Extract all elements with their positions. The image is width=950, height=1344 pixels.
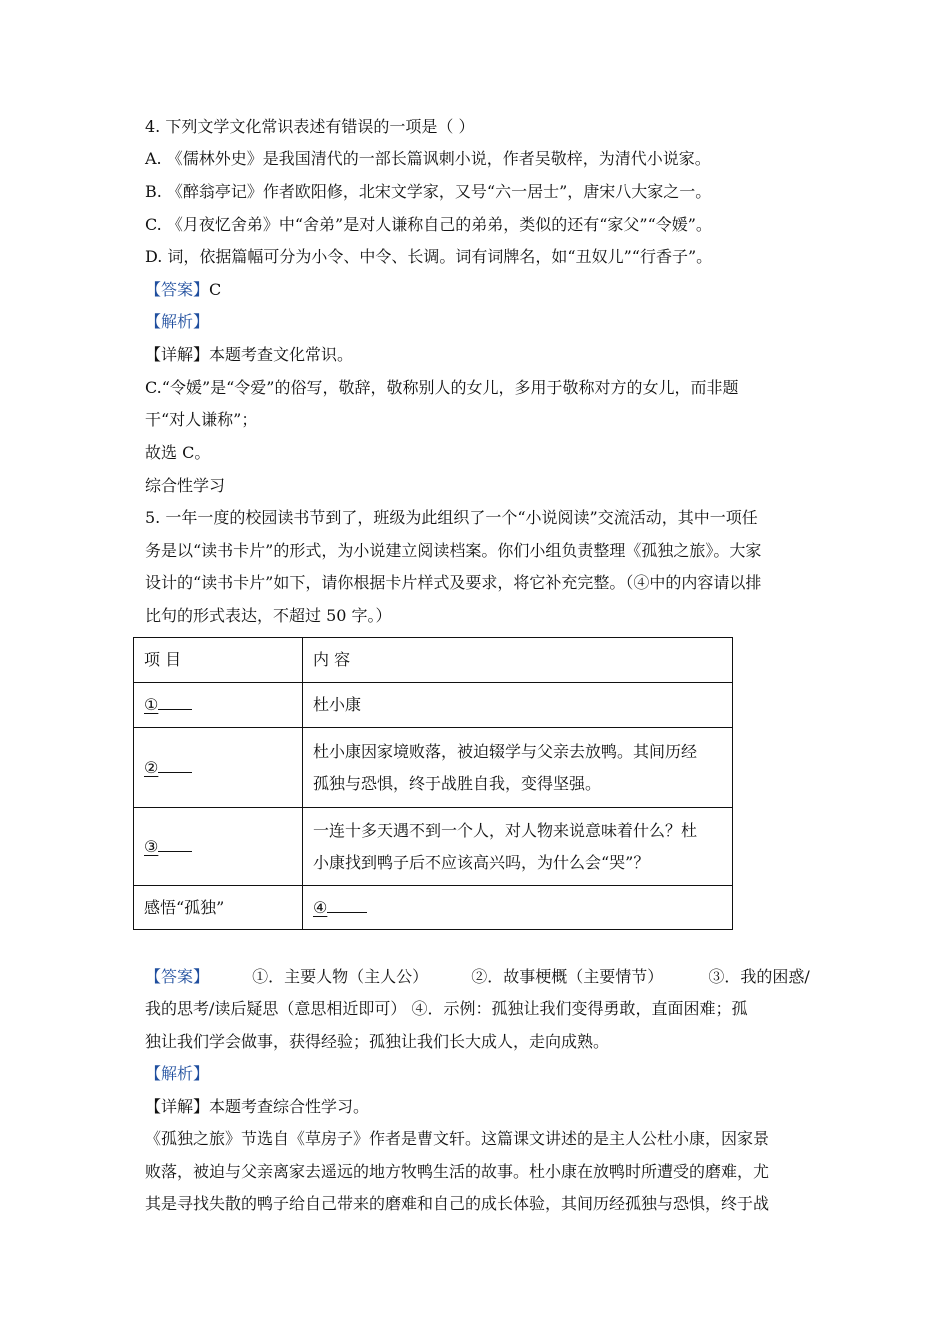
row-item-4: 感悟“孤独” xyxy=(134,886,303,930)
answer-blank-2[interactable] xyxy=(158,758,192,773)
row-content-3: 一连十多天遇不到一个人，对人物来说意味着什么？杜 小康找到鸭子后不应该高兴吗，为什么会“哭”？ xyxy=(303,808,733,886)
answer-blank-4[interactable] xyxy=(327,898,367,913)
q4-conclusion: 故选 C。 xyxy=(145,443,211,462)
header-content: 内 容 xyxy=(303,638,733,683)
q5-stem-line1: 5. 一年一度的校园读书节到了，班级为此组织了一个“小说阅读”交流活动，其中一项任 xyxy=(145,508,758,527)
table-row xyxy=(134,728,733,808)
row-content-4 xyxy=(303,886,733,930)
answer-tag: 【答案】 xyxy=(145,967,210,986)
answer-blank-3[interactable] xyxy=(158,837,192,852)
q5-detail: 【详解】本题考查综合性学习。 xyxy=(145,1097,370,1116)
section-title: 综合性学习 xyxy=(145,476,226,495)
q4-explain-line1: C.“令媛”是“令爱”的俗写，敬辞，敬称别人的女儿，多用于敬称对方的女儿，而非题 xyxy=(145,378,739,397)
reading-card-table xyxy=(133,637,733,930)
blank-marker-2: ② xyxy=(144,757,159,777)
q4-option-d: D. 词，依据篇幅可分为小令、中令、长调。词有词牌名，如“丑奴儿”“行香子”。 xyxy=(145,247,713,266)
q5-answer-line1 xyxy=(145,967,810,987)
q5-stem-line2: 务是以“读书卡片”的形式，为小说建立阅读档案。你们小组负责整理《孤独之旅》。大家 xyxy=(145,541,762,560)
q5-answer-line2: 我的思考/读后疑思（意思相近即可） ④．示例：孤独让我们变得勇敢，直面困难；孤 xyxy=(145,999,748,1018)
answer-blank-1[interactable] xyxy=(158,695,192,710)
table-row xyxy=(134,808,733,886)
row-item-2 xyxy=(134,728,303,808)
q5-stem-line4: 比句的形式表达，不超过 50 字。） xyxy=(145,606,392,625)
q5-analysis-tag: 【解析】 xyxy=(145,1064,210,1083)
blank-marker-3: ③ xyxy=(144,836,159,856)
q4-analysis-tag: 【解析】 xyxy=(145,312,210,331)
table-row xyxy=(134,886,733,930)
q5-answer-line3: 独让我们学会做事，获得经验；孤独让我们长大成人，走向成熟。 xyxy=(145,1032,610,1051)
row-content-1: 杜小康 xyxy=(303,683,733,728)
table-row xyxy=(134,683,733,728)
q4-answer xyxy=(145,280,221,300)
q5-explain-line3: 其是寻找失散的鸭子给自己带来的磨难和自己的成长体验，其间历经孤独与恐惧，终于战 xyxy=(145,1194,770,1213)
answer-part-1: ①．主要人物（主人公） xyxy=(252,967,429,986)
q4-option-c: C. 《月夜忆舍弟》中“舍弟”是对人谦称自己的弟弟，类似的还有“家父”“令媛”。 xyxy=(145,215,712,234)
row-item-3 xyxy=(134,808,303,886)
q4-detail: 【详解】本题考查文化常识。 xyxy=(145,345,354,364)
q4-stem: 4. 下列文学文化常识表述有错误的一项是（ ） xyxy=(145,117,475,136)
q5-explain-line1: 《孤独之旅》节选自《草房子》作者是曹文轩。这篇课文讲述的是主人公杜小康，因家景 xyxy=(145,1129,770,1148)
row-item-1 xyxy=(134,683,303,728)
blank-marker-1: ① xyxy=(144,695,159,714)
blank-marker-4: ④ xyxy=(313,897,328,917)
answer-tag: 【答案】 xyxy=(145,280,210,299)
answer-part-2: ②．故事梗概（主要情节） xyxy=(471,967,664,986)
q4-explain-line2: 干“对人谦称”； xyxy=(145,410,258,429)
table-header-row xyxy=(134,638,733,683)
q4-option-a: A. 《儒林外史》是我国清代的一部长篇讽刺小说，作者吴敬梓，为清代小说家。 xyxy=(145,149,711,168)
answer-value: C xyxy=(209,280,222,299)
answer-part-3: ③．我的困惑/ xyxy=(708,967,810,986)
row-content-2: 杜小康因家境败落，被迫辍学与父亲去放鸭。其间历经 孤独与恐惧，终于战胜自我，变得坚强。 xyxy=(303,728,733,808)
q5-stem-line3: 设计的“读书卡片”如下，请你根据卡片样式及要求，将它补充完整。（④中的内容请以排 xyxy=(145,573,762,592)
q5-explain-line2: 败落，被迫与父亲离家去遥远的地方牧鸭生活的故事。杜小康在放鸭时所遭受的磨难，尤 xyxy=(145,1162,770,1181)
q4-option-b: B. 《醉翁亭记》作者欧阳修，北宋文学家，又号“六一居士”，唐宋八大家之一。 xyxy=(145,182,712,201)
header-item: 项 目 xyxy=(134,638,303,683)
